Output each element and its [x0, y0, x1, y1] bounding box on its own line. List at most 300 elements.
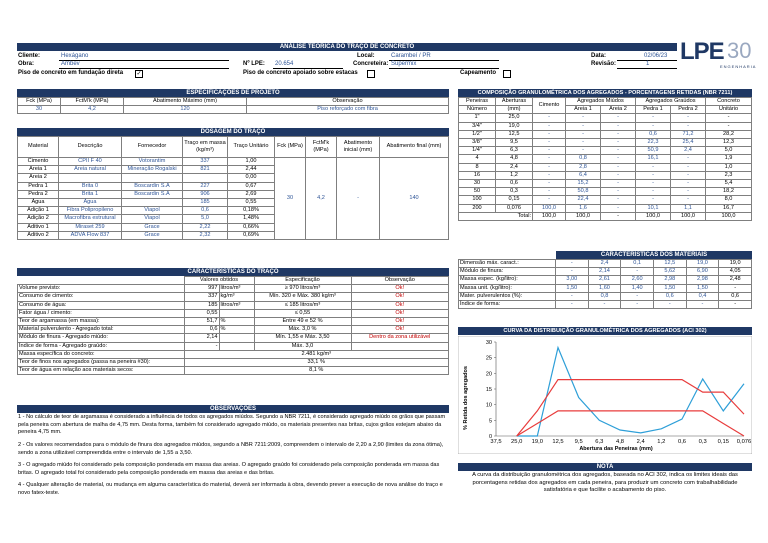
comp-cell: - — [601, 130, 636, 138]
mat-cell: 4,05 — [719, 268, 752, 276]
dosagem-cell: Brita 1 — [59, 190, 122, 198]
chart-y-tick-label: 30 — [485, 340, 492, 346]
capeamento-checkbox[interactable] — [503, 70, 511, 78]
mat-row — [459, 292, 752, 300]
dosagem-header: Traço em massa (kg/m³) — [183, 137, 228, 158]
comp-cell: 15,2 — [566, 180, 601, 188]
dosagem-cell: Areia 1 — [18, 166, 59, 174]
dosagem-row — [18, 158, 449, 166]
carac-row — [18, 334, 449, 342]
dosagem-cell: Adição 1 — [18, 207, 59, 215]
carac-row — [18, 285, 449, 293]
chart-x-tick-label: 19,0 — [531, 439, 543, 445]
carac-header: Especificação — [254, 277, 351, 285]
comp-cell: - — [671, 171, 706, 179]
dosagem-cell: Viapol — [122, 215, 183, 223]
carac-label: Teor de finos nos agregados (passa na peneira #30): — [18, 359, 185, 367]
mat-row — [459, 268, 752, 276]
comp-cell: - — [533, 147, 566, 155]
carac-value: 997 — [184, 285, 219, 293]
mat-cell: - — [686, 301, 719, 309]
carac-value: 0,6 — [184, 326, 219, 334]
carac-row — [18, 301, 449, 309]
spec-value: Piso reforçado com fibra — [247, 106, 449, 114]
comp-cell: 16 — [459, 171, 496, 179]
comp-cell: - — [566, 114, 601, 122]
comp-cell: 5,0 — [706, 147, 752, 155]
comp-cell: - — [671, 180, 706, 188]
comp-cell: 12,5 — [496, 130, 533, 138]
comp-cell: - — [601, 163, 636, 171]
chart-x-tick-label: 0,15 — [717, 439, 729, 445]
chart-y-tick-label: 0 — [488, 434, 492, 440]
comp-cell: - — [601, 155, 636, 163]
comp-cell: 0,6 — [636, 130, 671, 138]
comp-cell: 19,0 — [496, 122, 533, 130]
comp-header: Pedra 1 — [636, 106, 671, 114]
carac-label: Material pulverulento - Agregado total: — [18, 326, 185, 334]
local-value: Carambeí / PR — [391, 53, 431, 59]
mat-cell: - — [556, 292, 589, 300]
comp-cell: - — [601, 188, 636, 196]
data-label: Data: — [591, 53, 607, 59]
piso-fundacao-checkbox[interactable]: ✓ — [136, 71, 142, 77]
mat-row — [459, 301, 752, 309]
local-label: Local: — [357, 53, 375, 59]
carac-label: Fator água / cimento: — [18, 309, 185, 317]
comp-cell: - — [636, 171, 671, 179]
comp-cell: - — [636, 163, 671, 171]
comp-cell: 3/4" — [459, 122, 496, 130]
carac-status: Ok! — [351, 318, 449, 326]
comp-cell: - — [671, 163, 706, 171]
dosagem-cell: Boscardin S.A — [122, 182, 183, 190]
comp-cell: - — [706, 114, 752, 122]
comp-row — [459, 147, 752, 155]
dosagem-abat_fin: 140 — [380, 158, 449, 240]
comp-total: 100,0 — [671, 212, 706, 220]
comp-cell: - — [636, 188, 671, 196]
comp-cell: 1,2 — [496, 171, 533, 179]
observacao-4: 4 - Qualquer alteração de material, ou mudança em alguma característica do material, deverá ser informada à obra, devendo prever a execução de nova análise do traço e novo fatex-teste. — [18, 482, 443, 496]
mat-cell: 2,4 — [588, 260, 621, 268]
dosagem-cell: Cimento — [18, 158, 59, 166]
carac-unit: litros/m³ — [219, 285, 254, 293]
comp-cell: 0,8 — [566, 155, 601, 163]
comp-cell: 3/8" — [459, 139, 496, 147]
concreteira-value: Supermix — [391, 61, 417, 67]
chart-y-tick-label: 20 — [485, 371, 492, 378]
dosagem-abat_ini: - — [337, 158, 380, 240]
comp-cell: - — [601, 147, 636, 155]
carac-label: Consumo de água: — [18, 301, 185, 309]
carac-label: Módulo de finura - Agregado miúdo: — [18, 334, 185, 342]
mat-cell: 19,0 — [686, 260, 719, 268]
carac-value-num: 2.481 — [301, 350, 316, 357]
mat-cell: - — [588, 301, 621, 309]
comp-cell: - — [533, 155, 566, 163]
carac-status: Ok! — [351, 293, 449, 301]
dosagem-cell: 1,00 — [228, 158, 275, 166]
mat-cell: 0,4 — [686, 292, 719, 300]
chart-x-tick-label: 0,3 — [698, 439, 707, 445]
dosagem-cell: 2,32 — [183, 231, 228, 239]
dosagem-cell: Aditivo 1 — [18, 223, 59, 231]
nrel-value: 20.654 — [275, 61, 294, 67]
comp-cell: - — [601, 196, 636, 204]
dosagem-cell: Grace — [122, 231, 183, 239]
carac-row — [18, 367, 449, 375]
dosagem-cell: Miraset 259 — [59, 223, 122, 231]
mat-cell: 19,0 — [719, 260, 752, 268]
comp-cell: - — [671, 122, 706, 130]
dosagem-cell: 2,22 — [183, 223, 228, 231]
comp-cell: 1/4" — [459, 147, 496, 155]
dosagem-header: Abatimento inicial (mm) — [337, 137, 380, 158]
comp-cell: 12,3 — [706, 139, 752, 147]
carac-row — [18, 293, 449, 301]
caracteristicas-table — [17, 276, 449, 375]
mat-label: Dimensão máx. caract.: — [459, 260, 556, 268]
comp-header: Areia 1 — [566, 106, 601, 114]
dosagem-cell: Viapol — [122, 207, 183, 215]
carac-row — [18, 318, 449, 326]
mat-cell: 2,98 — [653, 276, 686, 284]
mat-cell: 0,8 — [588, 292, 621, 300]
comp-cell: - — [533, 114, 566, 122]
comp-cell: 50,9 — [636, 147, 671, 155]
carac-value — [184, 359, 449, 367]
comp-cell: 100,0 — [533, 204, 566, 212]
dosagem-cell: 0,55 — [228, 199, 275, 207]
mat-cell: 2,60 — [621, 276, 654, 284]
spec-header: Abatimento Máximo (mm) — [124, 98, 247, 106]
chart-x-tick-label: 0,6 — [677, 439, 687, 445]
comp-header: Cimento — [533, 98, 566, 114]
composicao-table — [458, 97, 752, 221]
comp-cell: 50,8 — [566, 188, 601, 196]
dosagem-cell: 227 — [183, 182, 228, 190]
comp-cell: 2,4 — [671, 147, 706, 155]
comp-cell: 0,15 — [496, 196, 533, 204]
mat-cell: 3,00 — [556, 276, 589, 284]
chart-y-tick-label: 10 — [485, 402, 492, 409]
chart-x-label: Abertura das Peneiras (mm) — [579, 446, 653, 452]
comp-total: 100,0 — [566, 212, 601, 220]
mat-cell: 1,60 — [588, 284, 621, 292]
dosagem-cell: Areia 2 — [18, 174, 59, 182]
carac-unit: % — [219, 318, 254, 326]
comp-cell: 1,6 — [566, 204, 601, 212]
mat-cell: 2,61 — [588, 276, 621, 284]
carac-value: 51,7 — [184, 318, 219, 326]
dosagem-cell: Pedra 1 — [18, 182, 59, 190]
revisao-label: Revisão: — [591, 61, 617, 67]
comp-cell: 9,5 — [496, 139, 533, 147]
carac-header: Observação — [351, 277, 449, 285]
mat-row — [459, 276, 752, 284]
dosagem-cell — [183, 174, 228, 182]
carac-value-num: 33,1 — [307, 359, 319, 366]
company-logo — [680, 40, 764, 70]
mat-label: Massa espec. (kg/litro): — [459, 276, 556, 284]
dosagem-title: DOSAGEM DO TRAÇO — [17, 128, 449, 136]
carac-spec: ≤ 0,55 — [254, 309, 351, 317]
dosagem-cell: Aditivo 2 — [18, 231, 59, 239]
comp-header: Número — [459, 106, 496, 114]
mat-cell: - — [556, 301, 589, 309]
dosagem-header: FctM'k (MPa) — [306, 137, 337, 158]
dosagem-cell: Macrofibra estrutural — [59, 215, 122, 223]
dosagem-cell — [122, 174, 183, 182]
dosagem-cell: 0,6 — [183, 207, 228, 215]
comp-cell: - — [601, 204, 636, 212]
comp-cell: 0,6 — [496, 180, 533, 188]
capeamento-label: Capeamento — [460, 70, 497, 76]
dosagem-cell: 5,0 — [183, 215, 228, 223]
carac-row — [18, 309, 449, 317]
mat-row — [459, 284, 752, 292]
comp-cell: - — [671, 114, 706, 122]
comp-cell: 0,076 — [496, 204, 533, 212]
comp-cell: - — [636, 180, 671, 188]
mat-cell: 1,40 — [621, 284, 654, 292]
comp-cell: - — [636, 122, 671, 130]
carac-unit: % — [319, 359, 325, 366]
dosagem-cell: Água — [18, 199, 59, 207]
dosagem-header: Traço Unitário — [228, 137, 275, 158]
comp-row — [459, 204, 752, 212]
comp-header: Agregados Miúdos — [566, 98, 636, 106]
carac-unit: kg/m³ — [219, 293, 254, 301]
logo-30: 30 — [727, 38, 752, 63]
comp-cell: 4,8 — [496, 155, 533, 163]
carac-value-num: 8,1 — [309, 367, 317, 374]
mat-label: Módulo de finura: — [459, 268, 556, 276]
comp-cell: - — [706, 122, 752, 130]
comp-cell: - — [533, 122, 566, 130]
dosagem-cell: 2,69 — [228, 190, 275, 198]
comp-cell: 25,4 — [671, 139, 706, 147]
comp-row — [459, 139, 752, 147]
carac-unit: % — [318, 367, 324, 374]
carac-unit: litros/m³ — [219, 301, 254, 309]
carac-value: - — [184, 342, 219, 350]
mat-cell: 12,5 — [653, 260, 686, 268]
comp-cell: 1,0 — [706, 163, 752, 171]
comp-total: 100,0 — [533, 212, 566, 220]
comp-cell: 5,4 — [706, 180, 752, 188]
comp-cell: 6,3 — [496, 147, 533, 155]
dosagem-cell: Brita 0 — [59, 182, 122, 190]
comp-cell: - — [533, 188, 566, 196]
comp-cell: 1/2" — [459, 130, 496, 138]
dosagem-cell: Grace — [122, 223, 183, 231]
comp-total-label: Total: — [459, 212, 533, 220]
comp-cell: 100 — [459, 196, 496, 204]
dosagem-cell: CPII F 40 — [59, 158, 122, 166]
dosagem-cell: 1,48% — [228, 215, 275, 223]
comp-cell: 28,2 — [706, 130, 752, 138]
dosagem-header: Descrição — [59, 137, 122, 158]
mat-cell: 0,1 — [621, 260, 654, 268]
comp-cell: 200 — [459, 204, 496, 212]
comp-cell: - — [566, 122, 601, 130]
comp-row — [459, 114, 752, 122]
comp-row — [459, 155, 752, 163]
mat-label: Mater. pulverulentos (%): — [459, 292, 556, 300]
data-value: 02/06/23 — [644, 53, 668, 59]
comp-header: (mm) — [496, 106, 533, 114]
comp-row — [459, 196, 752, 204]
observacao-3: 3 - O agregado miúdo foi considerado pela composição ponderada em massa das areias. O agregado graúdo foi considerado pela composição ponderada em massa das britas. O agregado total foi considerado pela composição ponderada em massa das areias e das britas. — [18, 462, 440, 476]
mat-cell: 6,90 — [686, 268, 719, 276]
carac-status — [351, 342, 449, 350]
carac-status: Ok! — [351, 285, 449, 293]
comp-total: 100,0 — [636, 212, 671, 220]
nota-text: A curva da distribuição granulométrica dos agregados, baseada no ACI 302, indica os limites ideais das porcentagens retidas dos agregados em cada peneira, para produzir um concreto com trabalhabilidade satisfatória e que facilite o acabamento do piso. — [472, 472, 738, 493]
carac-header: Valores obtidos — [184, 277, 254, 285]
carac-row — [18, 359, 449, 367]
mat-cell: - — [621, 268, 654, 276]
comp-cell: - — [533, 180, 566, 188]
comp-cell: 50 — [459, 188, 496, 196]
comp-header: Unitário — [706, 106, 752, 114]
dosagem-cell: 0,00 — [228, 174, 275, 182]
carac-status: Ok! — [351, 309, 449, 317]
nota-title: NOTA — [458, 463, 752, 471]
comp-cell: - — [601, 180, 636, 188]
comp-header: Concreto — [706, 98, 752, 106]
chart-x-tick-label: 0,076 — [736, 439, 752, 445]
mat-cell: 1,50 — [653, 284, 686, 292]
mat-cell: - — [556, 268, 589, 276]
comp-cell: 22,4 — [566, 196, 601, 204]
comp-cell: 10,1 — [636, 204, 671, 212]
carac-unit — [219, 334, 254, 342]
comp-cell: - — [671, 155, 706, 163]
spec-header: Fck (MPa) — [18, 98, 61, 106]
comp-cell: - — [533, 130, 566, 138]
comp-cell: - — [566, 147, 601, 155]
dosagem-cell: Areia natural — [59, 166, 122, 174]
logo-text: LPE — [680, 38, 724, 65]
comp-cell: 8 — [459, 163, 496, 171]
comp-cell: 2,3 — [706, 171, 752, 179]
comp-cell: 2,8 — [566, 163, 601, 171]
carac-label: Massa específica do concreto: — [18, 350, 185, 358]
carac-unit — [219, 309, 254, 317]
dosagem-cell: 821 — [183, 166, 228, 174]
chart-x-tick-label: 12,5 — [552, 439, 564, 445]
mat-cell: - — [621, 292, 654, 300]
comp-cell: 0,3 — [496, 188, 533, 196]
chart-x-tick-label: 6,3 — [595, 439, 604, 445]
especificacoes-table — [17, 97, 449, 114]
dosagem-cell: Fibra Polipropileno — [59, 207, 122, 215]
carac-row — [18, 342, 449, 350]
chart-y-tick-label: 15 — [485, 387, 492, 393]
carac-label: Teor de argamassa (em massa): — [18, 318, 185, 326]
chart-x-tick-label: 25,0 — [511, 439, 523, 445]
comp-cell: - — [601, 122, 636, 130]
carac-status: Dentro da zona utilizável — [351, 334, 449, 342]
chart-y-label: % Retida dos agregados — [463, 366, 469, 430]
mat-cell: - — [556, 260, 589, 268]
nrel-label: Nº LPE: — [243, 61, 265, 67]
piso-estacas-checkbox[interactable] — [367, 70, 375, 78]
mat-label: Massa unit. (kg/litro): — [459, 284, 556, 292]
mat-cell: 2,48 — [719, 276, 752, 284]
comp-cell: 6,4 — [566, 171, 601, 179]
comp-row — [459, 180, 752, 188]
chart-x-tick-label: 37,5 — [490, 439, 502, 445]
comp-cell: - — [601, 171, 636, 179]
mat-cell: - — [621, 301, 654, 309]
comp-cell: - — [566, 139, 601, 147]
dosagem-cell: 0,66% — [228, 223, 275, 231]
comp-row — [459, 130, 752, 138]
dosagem-cell: Boscardin S.A — [122, 190, 183, 198]
carac-value: 185 — [184, 301, 219, 309]
comp-cell: 1,1 — [671, 204, 706, 212]
comp-cell: - — [533, 171, 566, 179]
carac-spec: Mín. 1,55 e Máx. 3,50 — [254, 334, 351, 342]
spec-value: 120 — [124, 106, 247, 114]
composicao-title: COMPOSIÇÃO GRANULOMÉTRICA DOS AGREGADOS - PORCENTAGENS RETIDAS (NBR 7211) — [458, 89, 752, 97]
chart-x-tick-label: 1,2 — [657, 439, 666, 445]
carac-value: 0,55 — [184, 309, 219, 317]
carac-spec: ≤ 185 litros/m³ — [254, 301, 351, 309]
comp-cell: - — [601, 114, 636, 122]
chart-x-tick-label: 4,8 — [615, 439, 625, 445]
dosagem-header: Material — [18, 137, 59, 158]
comp-cell: 16,7 — [706, 204, 752, 212]
report-title: ANÁLISE TEÓRICA DO TRAÇO DE CONCRETO — [17, 43, 677, 51]
comp-cell: - — [533, 196, 566, 204]
dosagem-cell: 0,18% — [228, 207, 275, 215]
spec-value: 30 — [18, 106, 61, 114]
dosagem-cell: Água — [59, 199, 122, 207]
comp-header: Areia 2 — [601, 106, 636, 114]
obra-label: Obra: — [18, 61, 35, 67]
comp-cell: 4 — [459, 155, 496, 163]
caracteristicas-title: CARACTERÍSTICAS DO TRAÇO — [17, 268, 449, 276]
carac-status: Ok! — [351, 301, 449, 309]
mat-cell: 2,98 — [686, 276, 719, 284]
dosagem-header: Fornecedor — [122, 137, 183, 158]
especificacoes-title: ESPECIFICAÇÕES DE PROJETO — [17, 89, 449, 97]
mat-cell: 1,50 — [686, 284, 719, 292]
comp-cell: 1,9 — [706, 155, 752, 163]
chart-x-tick-label: 2,4 — [636, 439, 645, 445]
carac-unit: % — [219, 326, 254, 334]
materiais-table — [458, 259, 752, 309]
carac-label: Consumo de cimento: — [18, 293, 185, 301]
dosagem-cell: 906 — [183, 190, 228, 198]
logo-sub: ENGENHARIA — [720, 64, 757, 69]
carac-spec: ≥ 970 litros/m³ — [254, 285, 351, 293]
dosagem-cell: Votorantim — [122, 158, 183, 166]
comp-header: Pedra 2 — [671, 106, 706, 114]
mat-row — [459, 260, 752, 268]
carac-value: 337 — [184, 293, 219, 301]
carac-unit: kg/m³ — [317, 350, 332, 357]
dosagem-cell: 2,44 — [228, 166, 275, 174]
dosagem-header: Fck (MPa) — [275, 137, 306, 158]
comp-cell: - — [601, 139, 636, 147]
concreteira-label: Concreteira: — [353, 61, 389, 67]
